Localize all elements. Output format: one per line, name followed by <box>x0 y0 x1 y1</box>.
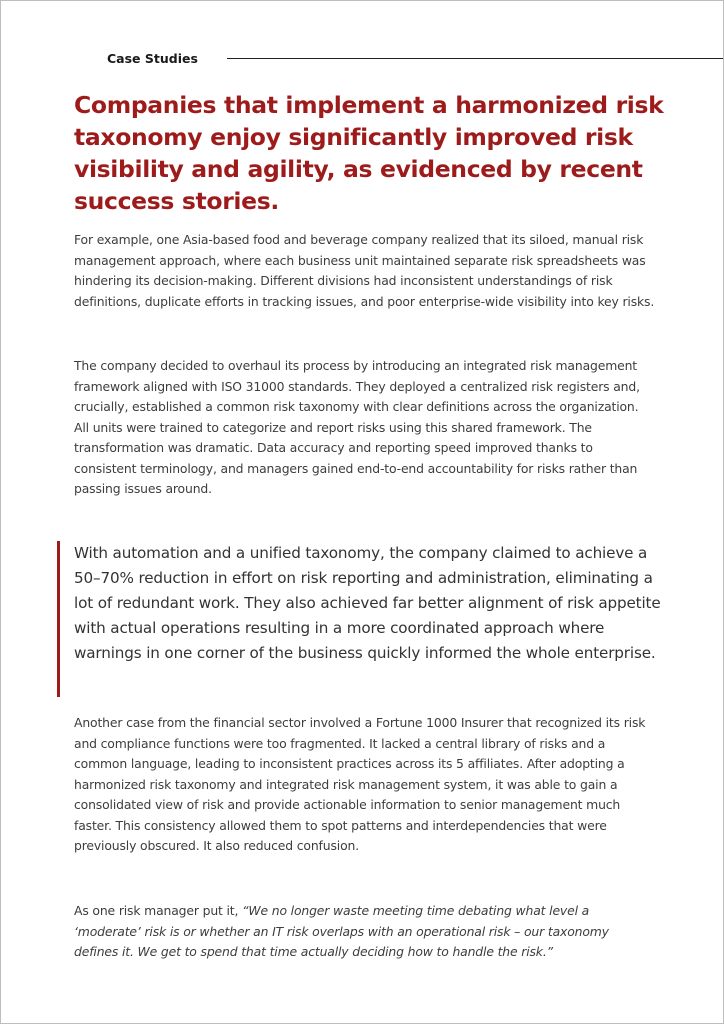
paragraph-overhaul: The company decided to overhaul its process by introducing an integrated risk management framework aligned with ISO 31000 standards. They deployed a centralized risk registers and, crucially, established a common risk taxonomy with clear definitions across the organization. All units were trained to categorize and report risks using this shared framework. The transformation was dramatic. Data accuracy and reporting speed improved thanks to consistent terminology, and managers gained end-to-end accountability for risks rather than passing issues around. <box>74 358 640 496</box>
paragraph-insurer-case: Another case from the financial sector involved a Fortune 1000 Insurer that recognized its risk and compliance functions were too fragmented. It lacked a central library of risks and a common language, leading to inconsistent practices across its 5 affiliates. After adopting a harmonized risk taxonomy and integrated risk management system, it was able to gain a consolidated view of risk and provide actionable information to senior management much faster. This consistency allowed them to spot patterns and interdependencies that were previously obscured. It also reduced confusion. <box>74 715 646 853</box>
page-header <box>107 51 723 69</box>
quote-lead-in: As one risk manager put it, <box>74 903 243 918</box>
section-label: Case Studies <box>107 51 198 66</box>
manager-quote: “We no longer waste meeting time debating what level a ‘moderate’ risk is or whether an IT risk overlaps with an operational risk – our taxonomy defines it. We get to spend that time actually deciding how to handle the risk.” <box>74 903 609 959</box>
pull-quote <box>57 541 673 697</box>
pull-quote-text: With automation and a unified taxonomy, the company claimed to achieve a 50–70% reduction in effort on risk reporting and administration, eliminating a lot of redundant work. They also achieved far better alignment of risk appetite with actual operations resulting in a more coordinated approach where warnings in one corner of the business quickly informed the whole enterprise. <box>74 544 661 662</box>
pull-quote-accent-bar <box>57 541 60 697</box>
paragraph-asia-case: For example, one Asia-based food and beverage company realized that its siloed, manual risk management approach, where each business unit maintained separate risk spreadsheets was hindering its decision-making. Different divisions had inconsistent understandings of risk definitions, duplicate efforts in tracking issues, and poor enterprise-wide visibility into key risks. <box>74 232 655 309</box>
paragraph-manager-quote <box>74 901 656 963</box>
header-divider <box>227 58 723 59</box>
headline: Companies that implement a harmonized risk taxonomy enjoy significantly improved risk visibility and agility, as evidenced by recent success stories. <box>74 91 664 215</box>
